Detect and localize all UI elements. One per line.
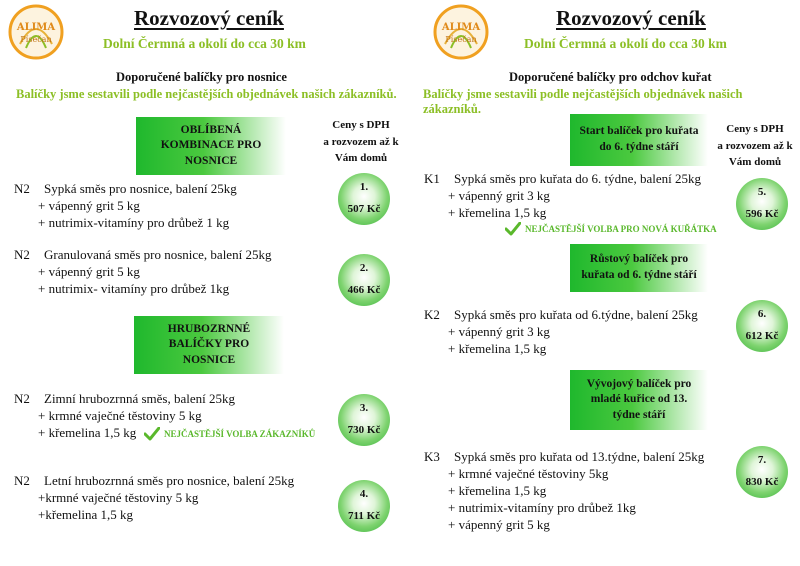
left-price-header: Ceny s DPH a rozvozem až k Vám domů [323,119,399,164]
left-note: NEJČASTĚJŠÍ VOLBA ZÁKAZNÍKŮ [144,427,315,441]
price-circle-3: 3. 730 Kč [338,394,390,446]
left-banner-coarse: HRUBOZRNNÉ BALÍČKY PRO NOSNICE [134,316,284,374]
logo-text-brand: ALIMA [16,22,56,33]
left-logo [8,4,64,60]
left-intro: Balíčky jsme sestavili podle nejčastějších objednávek našich zákazníků. [16,87,397,101]
left-title: Rozvozový ceník [134,6,284,30]
checkmark-icon [144,427,160,441]
logo-text-brand: ALIMA [441,22,481,33]
product-k1: K1 Sypká směs pro kuřata do 6. týdne, balení 25kg + vápenný grit 3 kg + křemelina 1,5 kg [424,171,701,220]
right-banner-start: Start balíček pro kuřata do 6. týdne stáří [570,114,708,166]
price-circle-1: 1. 507 Kč [338,173,390,225]
price-circle-6: 6. 612 Kč [736,300,788,352]
right-subtitle: Dolní Čermná a okolí do cca 30 km [524,36,727,51]
right-intro: Balíčky jsme sestavili podle nejčastějších objednávek našich zákazníků. [423,87,743,116]
product-k3: K3 Sypká směs pro kuřata od 13.týdne, balení 25kg + krmné vaječné těstoviny 5kg + křemelina 1,5 kg + nutrimix-vitamíny pro drůbež 1kg + vápenný grit 5 kg [424,449,705,532]
left-heading: Doporučené balíčky pro nosnice [116,70,287,84]
logo-text-sub: Písečan [445,35,477,44]
product-k2: K2 Sypká směs pro kuřata od 6.týdne, balení 25kg + vápenný grit 3 kg + křemelina 1,5 kg [424,307,698,356]
checkmark-icon [505,222,521,236]
right-note: NEJČASTĚJŠÍ VOLBA PRO NOVÁ KUŘÁTKA [505,222,717,236]
right-price-header: Ceny s DPH a rozvozem až k Vám domů [717,123,793,168]
price-circle-2: 2. 466 Kč [338,254,390,306]
right-title: Rozvozový ceník [556,6,706,30]
price-circle-5: 5. 596 Kč [736,178,788,230]
product-n2-3: N2 Zimní hrubozrnná směs, balení 25kg + krmné vaječné těstoviny 5 kg + křemelina 1,5 kg [14,391,235,440]
product-code: N2 [14,181,30,196]
right-heading: Doporučené balíčky pro odchov kuřat [509,70,712,84]
product-n2-2: N2 Granulovaná směs pro nosnice, balení 25kg + vápenný grit 5 kg + nutrimix- vitamíny pro drůbež 1kg [14,247,272,296]
right-banner-development: Vývojový balíček pro mladé kuřice od 13. týdne stáří [570,370,708,430]
right-banner-growth: Růstový balíček pro kuřata od 6. týdne stáří [570,244,708,292]
price-circle-7: 7. 830 Kč [736,446,788,498]
left-banner-favorite: OBLÍBENÁ KOMBINACE PRO NOSNICE [136,117,286,175]
product-n2-1: N2 Sypká směs pro nosnice, balení 25kg + vápenný grit 5 kg + nutrimix-vitamíny pro drůbež 1 kg [14,181,237,230]
price-circle-4: 4. 711 Kč [338,480,390,532]
product-n2-4: N2 Letní hrubozrnná směs pro nosnice, balení 25kg +krmné vaječné těstoviny 5 kg +křemelina 1,5 kg [14,473,295,522]
left-subtitle: Dolní Čermná a okolí do cca 30 km [103,36,306,51]
logo-text-sub: Písečan [20,35,52,44]
right-logo [433,4,489,60]
